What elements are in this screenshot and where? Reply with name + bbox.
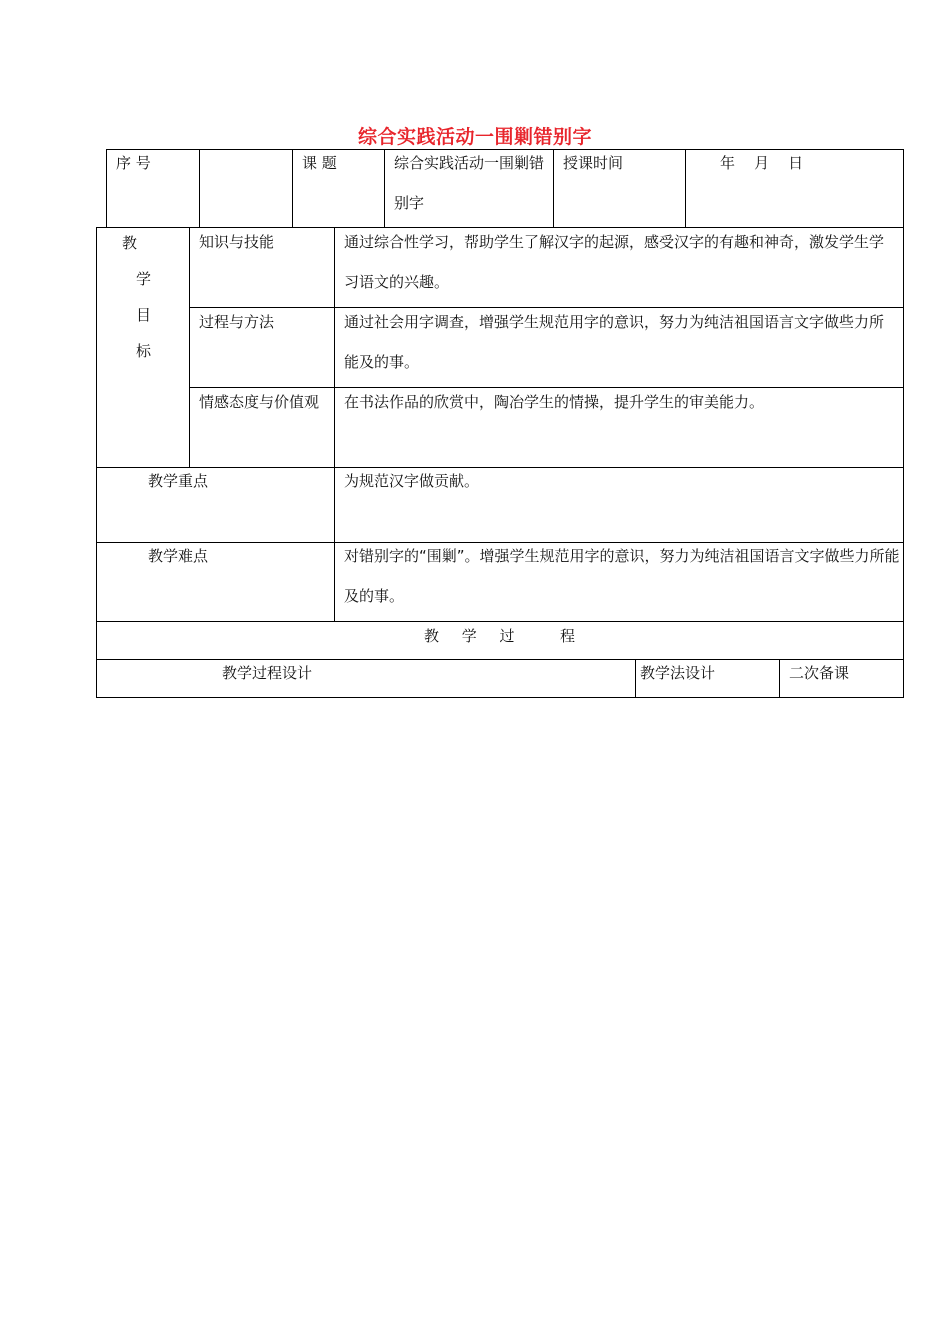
serial-label: 序 号 (116, 154, 151, 172)
objectives-label-char: 教 (122, 234, 138, 252)
process-design-header: 教学过程设计 (222, 664, 313, 682)
objective-content-knowledge: 通过综合性学习，帮助学生了解汉字的起源，感受汉字的有趣和神奇，激发学生学习语文的兴趣。 (344, 233, 885, 291)
document-title: 综合实践活动一围剿错别字 (357, 126, 592, 148)
objective-content-attitude: 在书法作品的欣赏中，陶冶学生的情操，提升学生的审美能力。 (344, 393, 765, 411)
objective-content-process: 通过社会用字调查，增强学生规范用字的意识，努力为纯洁祖国语言文字做些力所能及的事。 (344, 313, 885, 371)
time-label: 授课时间 (563, 154, 624, 172)
objectives-label-char: 学 (136, 270, 152, 288)
process-heading: 教 学 过 程 (423, 627, 576, 645)
objective-label-knowledge: 知识与技能 (199, 233, 275, 251)
key-point-label: 教学重点 (148, 472, 209, 490)
date-placeholder: 年 月 日 (720, 154, 804, 172)
difficulty-label: 教学难点 (148, 547, 209, 565)
objectives-label-char: 目 (136, 306, 152, 324)
objective-label-attitude: 情感态度与价值观 (199, 393, 320, 411)
process-method-header: 教学法设计 (640, 664, 716, 682)
process-prep-header: 二次备课 (789, 664, 850, 682)
topic-value: 综合实践活动一围剿错别字 (394, 154, 545, 212)
objective-label-process: 过程与方法 (199, 313, 275, 331)
topic-label: 课 题 (302, 154, 337, 172)
key-point-content: 为规范汉字做贡献。 (344, 472, 480, 490)
difficulty-content: 对错别字的“围剿”。增强学生规范用字的意识，努力为纯洁祖国语言文字做些力所能及的事。 (344, 547, 900, 605)
objectives-label-char: 标 (136, 342, 152, 360)
